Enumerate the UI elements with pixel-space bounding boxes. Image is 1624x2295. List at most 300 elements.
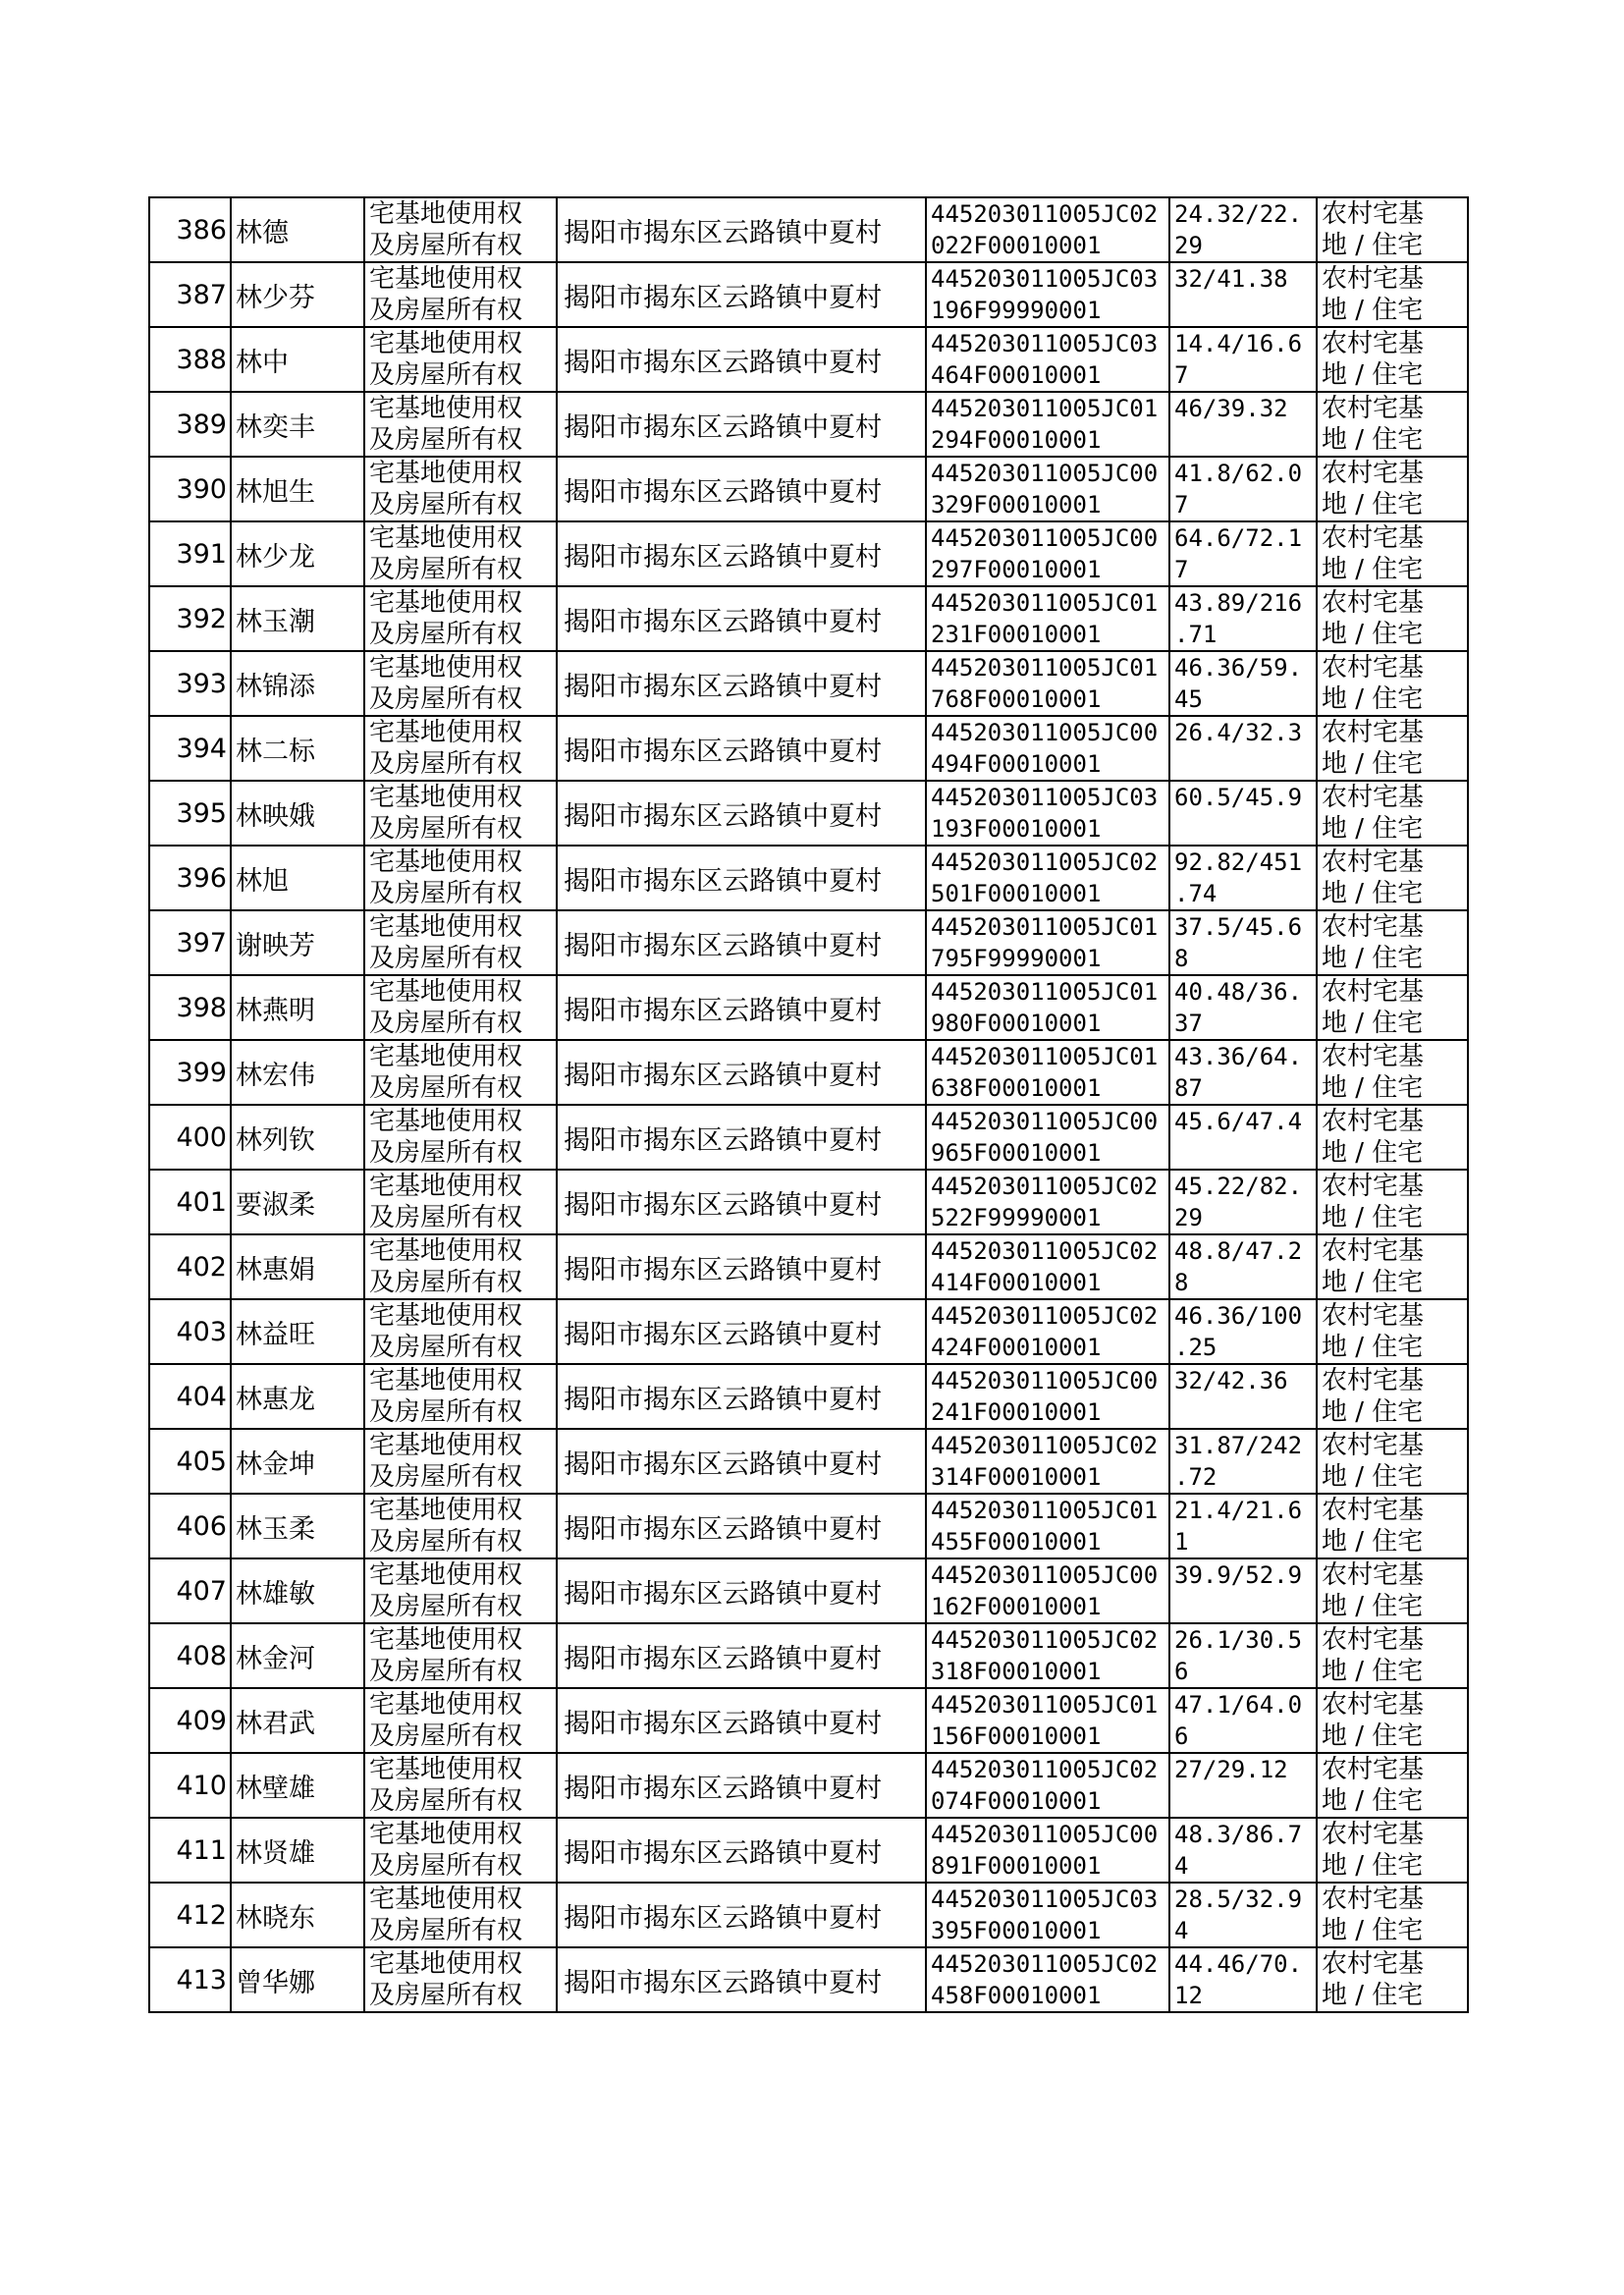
right-type-cell-line-2: 及房屋所有权 [369,879,523,908]
right-type-cell-line-1: 宅基地使用权 [369,199,523,229]
land-use-cell-line-2: 地 / 住宅 [1322,620,1424,649]
right-type-cell [364,1753,557,1818]
area-cell-line-1: 32/42.36 [1174,1367,1288,1394]
unit-code-cell-line-2: 231F00010001 [931,621,1102,648]
table-row [149,586,1468,651]
area-cell-line-1: 45.22/82. [1174,1173,1303,1200]
unit-code-cell [926,846,1169,910]
land-use-cell [1317,1558,1468,1623]
right-type-cell-line-1: 宅基地使用权 [369,1755,523,1784]
area-cell-line-1: 37.5/45.6 [1174,913,1303,941]
right-type-cell [364,1688,557,1753]
row-number-cell: 412 [149,1883,231,1947]
land-use-cell-line-1: 农村宅基 [1322,653,1425,683]
area-cell-line-2 [1174,1137,1316,1169]
row-number-cell: 398 [149,975,231,1040]
area-cell-line-2 [1174,1785,1316,1817]
land-use-cell-line-1: 农村宅基 [1322,1172,1425,1201]
row-number-cell: 400 [149,1105,231,1170]
land-use-cell-line-1: 农村宅基 [1322,1496,1425,1525]
land-use-cell-line-1: 农村宅基 [1322,1042,1425,1071]
right-type-cell-line-1: 宅基地使用权 [369,1625,523,1655]
location-cell: 揭阳市揭东区云路镇中夏村 [557,1429,926,1494]
right-type-cell-line-1: 宅基地使用权 [369,329,523,358]
table-body [149,197,1468,2012]
land-use-cell-line-1: 农村宅基 [1322,394,1425,423]
unit-code-cell-line-1: 445203011005JC01 [931,1043,1159,1070]
area-cell [1169,1558,1317,1623]
table-row [149,1170,1468,1234]
area-cell [1169,521,1317,586]
land-use-cell [1317,1105,1468,1170]
owner-name-cell: 林列钦 [231,1105,364,1170]
row-number-cell: 407 [149,1558,231,1623]
location-cell: 揭阳市揭东区云路镇中夏村 [557,1494,926,1558]
area-cell [1169,197,1317,262]
row-number-cell: 406 [149,1494,231,1558]
area-cell-line-1: 44.46/70. [1174,1950,1303,1978]
owner-name-cell: 林君武 [231,1688,364,1753]
location-cell: 揭阳市揭东区云路镇中夏村 [557,975,926,1040]
unit-code-cell-line-1: 445203011005JC00 [931,524,1159,552]
land-use-cell-line-2: 地 / 住宅 [1322,1138,1424,1168]
area-cell-line-1: 31.87/242 [1174,1432,1303,1459]
owner-name-cell: 林玉柔 [231,1494,364,1558]
land-use-cell-line-1: 农村宅基 [1322,912,1425,942]
right-type-cell [364,1883,557,1947]
unit-code-cell-line-1: 445203011005JC01 [931,589,1159,617]
land-use-cell [1317,846,1468,910]
land-use-cell-line-2: 地 / 住宅 [1322,425,1424,455]
table-row [149,1429,1468,1494]
location-cell: 揭阳市揭东区云路镇中夏村 [557,521,926,586]
right-type-cell [364,1429,557,1494]
unit-code-cell [926,1234,1169,1299]
table-row [149,1234,1468,1299]
row-number-cell: 393 [149,651,231,716]
area-cell-line-2 [1174,813,1316,845]
unit-code-cell-line-1: 445203011005JC02 [931,1950,1159,1978]
table-row [149,910,1468,975]
area-cell [1169,1818,1317,1883]
land-use-cell [1317,910,1468,975]
unit-code-cell-line-1: 445203011005JC01 [931,1497,1159,1524]
land-use-cell-line-1: 农村宅基 [1322,977,1425,1007]
land-use-cell-line-2: 地 / 住宅 [1322,1592,1424,1621]
row-number-cell: 402 [149,1234,231,1299]
owner-name-cell: 林惠龙 [231,1364,364,1429]
area-cell [1169,392,1317,457]
unit-code-cell-line-1: 445203011005JC00 [931,1821,1159,1848]
right-type-cell-line-2: 及房屋所有权 [369,1851,523,1881]
area-cell [1169,1040,1317,1105]
land-use-cell-line-1: 农村宅基 [1322,1949,1425,1979]
table-row [149,197,1468,262]
unit-code-cell [926,1558,1169,1623]
location-cell: 揭阳市揭东区云路镇中夏村 [557,716,926,781]
table-row [149,1947,1468,2012]
unit-code-cell [926,1947,1169,2012]
unit-code-cell-line-1: 445203011005JC01 [931,654,1159,682]
unit-code-cell-line-1: 445203011005JC01 [931,978,1159,1006]
area-cell [1169,1429,1317,1494]
land-use-cell [1317,197,1468,262]
area-cell-line-1: 14.4/16.6 [1174,330,1303,357]
unit-code-cell [926,1040,1169,1105]
right-type-cell-line-2: 及房屋所有权 [369,296,523,325]
right-type-cell-line-2: 及房屋所有权 [369,360,523,390]
row-number-cell: 404 [149,1364,231,1429]
location-cell: 揭阳市揭东区云路镇中夏村 [557,1753,926,1818]
unit-code-cell [926,781,1169,846]
area-cell-line-2: 37 [1174,1010,1203,1037]
right-type-cell-line-2: 及房屋所有权 [369,1073,523,1103]
location-cell: 揭阳市揭东区云路镇中夏村 [557,846,926,910]
unit-code-cell-line-2: 965F00010001 [931,1139,1102,1167]
owner-name-cell: 林益旺 [231,1299,364,1364]
right-type-cell-line-1: 宅基地使用权 [369,1107,523,1136]
area-cell-line-2: 7 [1174,556,1189,583]
right-type-cell-line-1: 宅基地使用权 [369,1236,523,1266]
area-cell-line-2 [1174,1591,1316,1622]
unit-code-cell-line-1: 445203011005JC03 [931,1885,1159,1913]
right-type-cell-line-1: 宅基地使用权 [369,264,523,294]
land-use-cell [1317,327,1468,392]
area-cell [1169,846,1317,910]
area-cell [1169,975,1317,1040]
area-cell-line-1: 46.36/100 [1174,1302,1303,1330]
right-type-cell-line-1: 宅基地使用权 [369,1690,523,1720]
land-use-cell-line-2: 地 / 住宅 [1322,684,1424,714]
unit-code-cell-line-2: 297F00010001 [931,556,1102,583]
unit-code-cell [926,1688,1169,1753]
land-use-cell-line-1: 农村宅基 [1322,1820,1425,1849]
area-cell [1169,1623,1317,1688]
land-use-cell-line-1: 农村宅基 [1322,329,1425,358]
area-cell-line-1: 64.6/72.1 [1174,524,1303,552]
land-use-cell-line-1: 农村宅基 [1322,588,1425,618]
right-type-cell-line-1: 宅基地使用权 [369,847,523,877]
unit-code-cell [926,457,1169,521]
right-type-cell-line-2: 及房屋所有权 [369,1527,523,1557]
area-cell-line-1: 26.1/30.5 [1174,1626,1303,1654]
area-cell-line-1: 28.5/32.9 [1174,1885,1303,1913]
table-row [149,716,1468,781]
right-type-cell [364,262,557,327]
land-use-cell-line-1: 农村宅基 [1322,1755,1425,1784]
location-cell: 揭阳市揭东区云路镇中夏村 [557,1105,926,1170]
area-cell-line-1: 60.5/45.9 [1174,784,1303,811]
table-row [149,1494,1468,1558]
owner-name-cell: 林贤雄 [231,1818,364,1883]
land-use-cell-line-1: 农村宅基 [1322,1366,1425,1395]
row-number-cell: 403 [149,1299,231,1364]
table-row [149,1105,1468,1170]
area-cell [1169,781,1317,846]
area-cell-line-2: .74 [1174,880,1218,907]
unit-code-cell [926,1429,1169,1494]
location-cell: 揭阳市揭东区云路镇中夏村 [557,262,926,327]
area-cell-line-1: 24.32/22. [1174,200,1303,228]
right-type-cell-line-1: 宅基地使用权 [369,1560,523,1590]
right-type-cell [364,521,557,586]
right-type-cell-line-2: 及房屋所有权 [369,425,523,455]
location-cell: 揭阳市揭东区云路镇中夏村 [557,1558,926,1623]
right-type-cell-line-2: 及房屋所有权 [369,620,523,649]
right-type-cell [364,1558,557,1623]
row-number-cell: 401 [149,1170,231,1234]
row-number-cell: 395 [149,781,231,846]
table-row [149,327,1468,392]
unit-code-cell-line-1: 445203011005JC00 [931,719,1159,746]
area-cell-line-2: 4 [1174,1917,1189,1944]
area-cell-line-2: 29 [1174,1204,1203,1231]
unit-code-cell [926,651,1169,716]
area-cell-line-1: 27/29.12 [1174,1756,1288,1783]
land-use-cell [1317,392,1468,457]
unit-code-cell [926,586,1169,651]
area-cell-line-1: 45.6/47.4 [1174,1108,1303,1135]
land-use-cell [1317,975,1468,1040]
location-cell: 揭阳市揭东区云路镇中夏村 [557,197,926,262]
right-type-cell [364,586,557,651]
right-type-cell-line-1: 宅基地使用权 [369,1885,523,1914]
table-row [149,1883,1468,1947]
area-cell [1169,1170,1317,1234]
right-type-cell [364,1364,557,1429]
right-type-cell [364,327,557,392]
table-row [149,975,1468,1040]
property-rights-table [148,196,1469,2013]
unit-code-cell-line-2: 074F00010001 [931,1787,1102,1815]
location-cell: 揭阳市揭东区云路镇中夏村 [557,586,926,651]
right-type-cell-line-2: 及房屋所有权 [369,749,523,779]
unit-code-cell [926,521,1169,586]
row-number-cell: 387 [149,262,231,327]
area-cell [1169,262,1317,327]
land-use-cell-line-1: 农村宅基 [1322,1560,1425,1590]
unit-code-cell-line-2: 455F00010001 [931,1528,1102,1556]
table-row [149,846,1468,910]
land-use-cell-line-2: 地 / 住宅 [1322,555,1424,584]
right-type-cell-line-2: 及房屋所有权 [369,1462,523,1492]
area-cell-line-2: 8 [1174,945,1189,972]
unit-code-cell-line-1: 445203011005JC03 [931,784,1159,811]
right-type-cell [364,651,557,716]
area-cell [1169,1364,1317,1429]
land-use-cell-line-1: 农村宅基 [1322,1236,1425,1266]
area-cell-line-2: 29 [1174,232,1203,259]
unit-code-cell-line-2: 314F00010001 [931,1463,1102,1491]
right-type-cell-line-1: 宅基地使用权 [369,1366,523,1395]
area-cell-line-1: 48.3/86.7 [1174,1821,1303,1848]
land-use-cell [1317,586,1468,651]
land-use-cell-line-2: 地 / 住宅 [1322,879,1424,908]
right-type-cell [364,197,557,262]
right-type-cell [364,1170,557,1234]
unit-code-cell-line-2: 329F00010001 [931,491,1102,519]
area-cell-line-2: 12 [1174,1982,1203,2009]
location-cell: 揭阳市揭东区云路镇中夏村 [557,392,926,457]
table-row [149,1040,1468,1105]
owner-name-cell: 林玉潮 [231,586,364,651]
land-use-cell-line-1: 农村宅基 [1322,459,1425,488]
right-type-cell-line-2: 及房屋所有权 [369,1268,523,1297]
right-type-cell-line-1: 宅基地使用权 [369,1496,523,1525]
right-type-cell [364,1818,557,1883]
unit-code-cell-line-2: 022F00010001 [931,232,1102,259]
owner-name-cell: 林雄敏 [231,1558,364,1623]
owner-name-cell: 林锦添 [231,651,364,716]
owner-name-cell: 林映娥 [231,781,364,846]
right-type-cell [364,846,557,910]
table-row [149,1299,1468,1364]
unit-code-cell-line-2: 891F00010001 [931,1852,1102,1880]
land-use-cell [1317,1040,1468,1105]
area-cell-line-1: 39.9/52.9 [1174,1561,1303,1589]
right-type-cell [364,392,557,457]
area-cell-line-1: 46/39.32 [1174,395,1288,422]
area-cell-line-2: 87 [1174,1074,1203,1102]
area-cell-line-2: 7 [1174,491,1189,519]
right-type-cell-line-2: 及房屋所有权 [369,1138,523,1168]
area-cell-line-2: .72 [1174,1463,1218,1491]
location-cell: 揭阳市揭东区云路镇中夏村 [557,651,926,716]
land-use-cell-line-2: 地 / 住宅 [1322,1721,1424,1751]
land-use-cell [1317,1818,1468,1883]
land-use-cell-line-2: 地 / 住宅 [1322,1268,1424,1297]
unit-code-cell [926,1883,1169,1947]
right-type-cell-line-2: 及房屋所有权 [369,684,523,714]
right-type-cell-line-1: 宅基地使用权 [369,1042,523,1071]
land-use-cell-line-1: 农村宅基 [1322,1625,1425,1655]
land-use-cell-line-2: 地 / 住宅 [1322,1981,1424,2010]
land-use-cell [1317,1947,1468,2012]
location-cell: 揭阳市揭东区云路镇中夏村 [557,910,926,975]
table-row [149,1623,1468,1688]
row-number-cell: 413 [149,1947,231,2012]
row-number-cell: 390 [149,457,231,521]
owner-name-cell: 要淑柔 [231,1170,364,1234]
owner-name-cell: 曾华娜 [231,1947,364,2012]
area-cell [1169,1105,1317,1170]
land-use-cell [1317,1753,1468,1818]
land-use-cell-line-1: 农村宅基 [1322,1301,1425,1331]
area-cell-line-1: 43.89/216 [1174,589,1303,617]
location-cell: 揭阳市揭东区云路镇中夏村 [557,1623,926,1688]
table-row [149,1688,1468,1753]
land-use-cell [1317,1364,1468,1429]
right-type-cell-line-1: 宅基地使用权 [369,977,523,1007]
area-cell-line-2 [1174,424,1316,456]
right-type-cell-line-2: 及房屋所有权 [369,1721,523,1751]
land-use-cell-line-2: 地 / 住宅 [1322,1009,1424,1038]
area-cell [1169,457,1317,521]
area-cell-line-2 [1174,748,1316,780]
right-type-cell-line-2: 及房屋所有权 [369,1981,523,2010]
owner-name-cell: 林晓东 [231,1883,364,1947]
right-type-cell-line-2: 及房屋所有权 [369,814,523,844]
unit-code-cell-line-1: 445203011005JC02 [931,1626,1159,1654]
area-cell [1169,651,1317,716]
right-type-cell-line-1: 宅基地使用权 [369,718,523,747]
land-use-cell-line-1: 农村宅基 [1322,783,1425,812]
unit-code-cell-line-2: 318F00010001 [931,1658,1102,1685]
owner-name-cell: 林金河 [231,1623,364,1688]
location-cell: 揭阳市揭东区云路镇中夏村 [557,1040,926,1105]
area-cell [1169,1753,1317,1818]
row-number-cell: 409 [149,1688,231,1753]
right-type-cell-line-1: 宅基地使用权 [369,653,523,683]
land-use-cell-line-2: 地 / 住宅 [1322,1786,1424,1816]
right-type-cell-line-2: 及房屋所有权 [369,1592,523,1621]
land-use-cell [1317,262,1468,327]
unit-code-cell-line-2: 196F99990001 [931,297,1102,324]
unit-code-cell-line-2: 522F99990001 [931,1204,1102,1231]
land-use-cell-line-2: 地 / 住宅 [1322,1203,1424,1232]
area-cell [1169,716,1317,781]
land-use-cell [1317,1170,1468,1234]
area-cell-line-2: 1 [1174,1528,1189,1556]
area-cell [1169,1299,1317,1364]
owner-name-cell: 林少龙 [231,521,364,586]
unit-code-cell-line-1: 445203011005JC00 [931,460,1159,487]
land-use-cell-line-2: 地 / 住宅 [1322,360,1424,390]
right-type-cell-line-2: 及房屋所有权 [369,944,523,973]
right-type-cell [364,1623,557,1688]
unit-code-cell-line-1: 445203011005JC02 [931,200,1159,228]
unit-code-cell-line-1: 445203011005JC00 [931,1561,1159,1589]
unit-code-cell-line-2: 395F00010001 [931,1917,1102,1944]
owner-name-cell: 林壁雄 [231,1753,364,1818]
right-type-cell-line-2: 及房屋所有权 [369,1397,523,1427]
area-cell-line-2: 4 [1174,1852,1189,1880]
area-cell [1169,1234,1317,1299]
land-use-cell-line-1: 农村宅基 [1322,264,1425,294]
unit-code-cell-line-1: 445203011005JC02 [931,1237,1159,1265]
land-use-cell-line-1: 农村宅基 [1322,523,1425,553]
area-cell [1169,1883,1317,1947]
land-use-cell-line-1: 农村宅基 [1322,847,1425,877]
table-row [149,1818,1468,1883]
unit-code-cell-line-1: 445203011005JC02 [931,1756,1159,1783]
unit-code-cell-line-2: 156F00010001 [931,1722,1102,1750]
unit-code-cell [926,1105,1169,1170]
unit-code-cell-line-2: 193F00010001 [931,815,1102,843]
right-type-cell-line-1: 宅基地使用权 [369,1301,523,1331]
right-type-cell [364,1299,557,1364]
area-cell-line-1: 40.48/36. [1174,978,1303,1006]
table-row [149,651,1468,716]
area-cell [1169,327,1317,392]
unit-code-cell-line-1: 445203011005JC00 [931,1367,1159,1394]
unit-code-cell-line-2: 768F00010001 [931,685,1102,713]
right-type-cell-line-1: 宅基地使用权 [369,588,523,618]
unit-code-cell-line-1: 445203011005JC03 [931,330,1159,357]
area-cell-line-1: 48.8/47.2 [1174,1237,1303,1265]
unit-code-cell-line-2: 494F00010001 [931,750,1102,778]
area-cell-line-1: 47.1/64.0 [1174,1691,1303,1719]
right-type-cell-line-1: 宅基地使用权 [369,459,523,488]
area-cell [1169,910,1317,975]
table-row [149,1753,1468,1818]
unit-code-cell-line-1: 445203011005JC02 [931,1432,1159,1459]
unit-code-cell [926,1623,1169,1688]
unit-code-cell-line-1: 445203011005JC02 [931,1173,1159,1200]
unit-code-cell-line-2: 638F00010001 [931,1074,1102,1102]
land-use-cell-line-2: 地 / 住宅 [1322,1462,1424,1492]
right-type-cell-line-1: 宅基地使用权 [369,1172,523,1201]
